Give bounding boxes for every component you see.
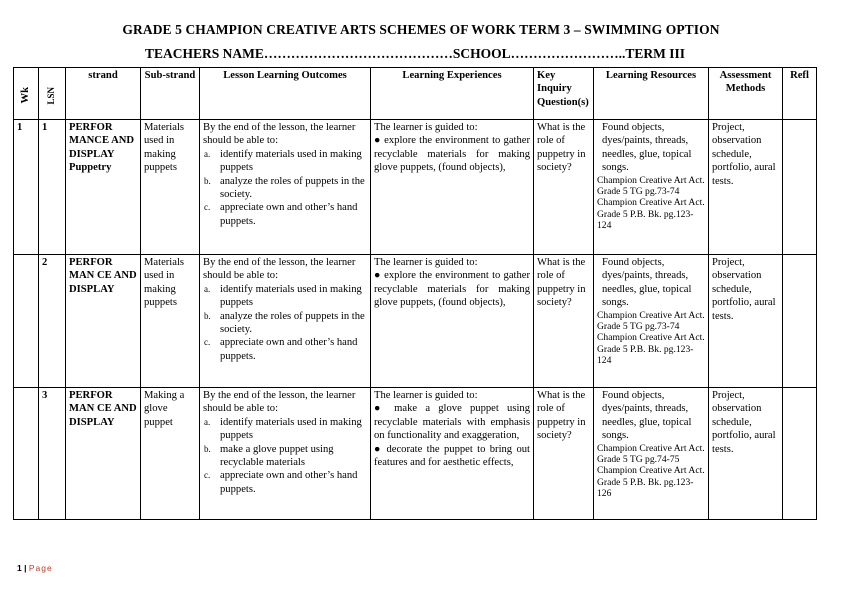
page-number: 1 [17, 563, 22, 573]
col-header-experiences: Learning Experiences [371, 68, 534, 120]
header-row [14, 68, 817, 120]
week-cell [14, 255, 39, 388]
outcome-item: c. appreciate own and other’s hand puppets. [204, 470, 358, 495]
col-header-inquiry: Key Inquiry Question(s) [534, 68, 594, 120]
col-header-substrand: Sub-strand [141, 68, 200, 120]
experiences-intro: The learner is guided to: [374, 390, 478, 401]
resources-list: Found objects, dyes/paints, threads, needles, glue, topical songs. [602, 257, 692, 309]
inquiry-question-cell: What is the role of puppetry in society? [534, 388, 594, 520]
experiences-cell [371, 388, 534, 520]
experiences-intro: The learner is guided to: [374, 257, 478, 268]
substrand-cell: Making a glove puppet [141, 388, 200, 520]
outcome-item: a. identify materials used in making puppets [204, 283, 362, 309]
outcomes-cell [200, 388, 371, 520]
lesson-cell: 3 [39, 388, 66, 520]
resources-reference: Champion Creative Art Act. Grade 5 TG pg.73-74 Champion Creative Art Act. Grade 5 P.B. Bk. pg.123-124 [597, 309, 705, 367]
assessment-cell: Project, observation schedule, portfolio, aural tests. [709, 120, 783, 255]
outcome-item: c. appreciate own and other’s hand puppets. [204, 337, 358, 362]
outcomes-intro: By the end of the lesson, the learner should be able to: [203, 257, 356, 282]
outcome-item: b. analyze the roles of puppets in the society. [204, 175, 365, 201]
substrand-cell: Materials used in making puppets [141, 120, 200, 255]
outcome-item: b. make a glove puppet using recyclable materials [204, 443, 334, 469]
experiences-intro: The learner is guided to: [374, 122, 478, 133]
scheme-of-work-table [13, 67, 817, 520]
col-header-outcomes: Lesson Learning Outcomes [200, 68, 371, 120]
col-header-assessment: Assessment Methods [709, 68, 783, 120]
col-header-resources: Learning Resources [594, 68, 709, 120]
table-row [14, 388, 817, 520]
page-label: Page [28, 563, 53, 573]
reflection-cell[interactable] [783, 388, 817, 520]
inquiry-question-cell: What is the role of puppetry in society? [534, 120, 594, 255]
footer-separator: | [24, 563, 27, 573]
outcomes-intro: By the end of the lesson, the learner should be able to: [203, 122, 356, 147]
outcomes-intro: By the end of the lesson, the learner should be able to: [203, 390, 356, 415]
assessment-cell: Project, observation schedule, portfolio, aural tests. [709, 388, 783, 520]
lesson-cell: 2 [39, 255, 66, 388]
table-row [14, 120, 817, 255]
experiences-cell [371, 255, 534, 388]
col-header-strand: strand [66, 68, 141, 120]
resources-reference: Champion Creative Art Act. Grade 5 TG pg.73-74 Champion Creative Art Act. Grade 5 P.B. Bk. pg.123-124 [597, 174, 705, 232]
outcomes-list [203, 148, 367, 228]
col-header-reflection: Refl [783, 68, 817, 120]
resources-list: Found objects, dyes/paints, threads, needles, glue, topical songs. [602, 122, 692, 174]
week-cell: 1 [14, 120, 39, 255]
inquiry-question-cell: What is the role of puppetry in society? [534, 255, 594, 388]
reflection-cell[interactable] [783, 120, 817, 255]
lesson-cell: 1 [39, 120, 66, 255]
outcomes-list [203, 416, 367, 496]
col-header-lsn: LSN [39, 68, 66, 120]
outcomes-list [203, 283, 367, 363]
resources-cell [594, 388, 709, 520]
strand-cell: PERFOR MAN CE AND DISPLAY [66, 255, 141, 388]
outcome-item: b. analyze the roles of puppets in the society. [204, 310, 365, 336]
experience-item: ● explore the environment to gather recyclable materials for making glove puppets, (found objects), [374, 135, 530, 174]
outcome-item: c. appreciate own and other’s hand puppets. [204, 202, 358, 227]
col-header-wk: Wk [14, 68, 39, 120]
teacher-school-line: TEACHERS NAME……………………………………SCHOOL……………………..TERM III [145, 46, 686, 61]
outcomes-cell [200, 120, 371, 255]
substrand-cell: Materials used in making puppets [141, 255, 200, 388]
page-footer [17, 563, 53, 573]
strand-cell: PERFOR MAN CE AND DISPLAY [66, 388, 141, 520]
strand-cell: PERFOR MANCE AND DISPLAY Puppetry [66, 120, 141, 255]
outcome-item: a. identify materials used in making puppets [204, 416, 362, 442]
resources-cell [594, 120, 709, 255]
table-row [14, 255, 817, 388]
resources-cell [594, 255, 709, 388]
document-title: GRADE 5 CHAMPION CREATIVE ARTS SCHEMES OF WORK TERM 3 – SWIMMING OPTION [122, 22, 720, 37]
reflection-cell[interactable] [783, 255, 817, 388]
outcome-item: a. identify materials used in making puppets [204, 148, 362, 174]
resources-reference: Champion Creative Art Act. Grade 5 TG pg.74-75 Champion Creative Art Act. Grade 5 P.B. Bk. pg.123-126 [597, 442, 705, 500]
resources-list: Found objects, dyes/paints, threads, needles, glue, topical songs. [602, 390, 692, 442]
assessment-cell: Project, observation schedule, portfolio, aural tests. [709, 255, 783, 388]
week-cell [14, 388, 39, 520]
experience-item: ● decorate the puppet to bring out features and for aesthetic effects, [374, 443, 530, 469]
outcomes-cell [200, 255, 371, 388]
experience-item: ● make a glove puppet using recyclable materials with emphasis on functionality and exaggeration, [374, 403, 530, 442]
experience-item: ● explore the environment to gather recyclable materials for making glove puppets, (found objects), [374, 270, 530, 309]
experiences-cell [371, 120, 534, 255]
